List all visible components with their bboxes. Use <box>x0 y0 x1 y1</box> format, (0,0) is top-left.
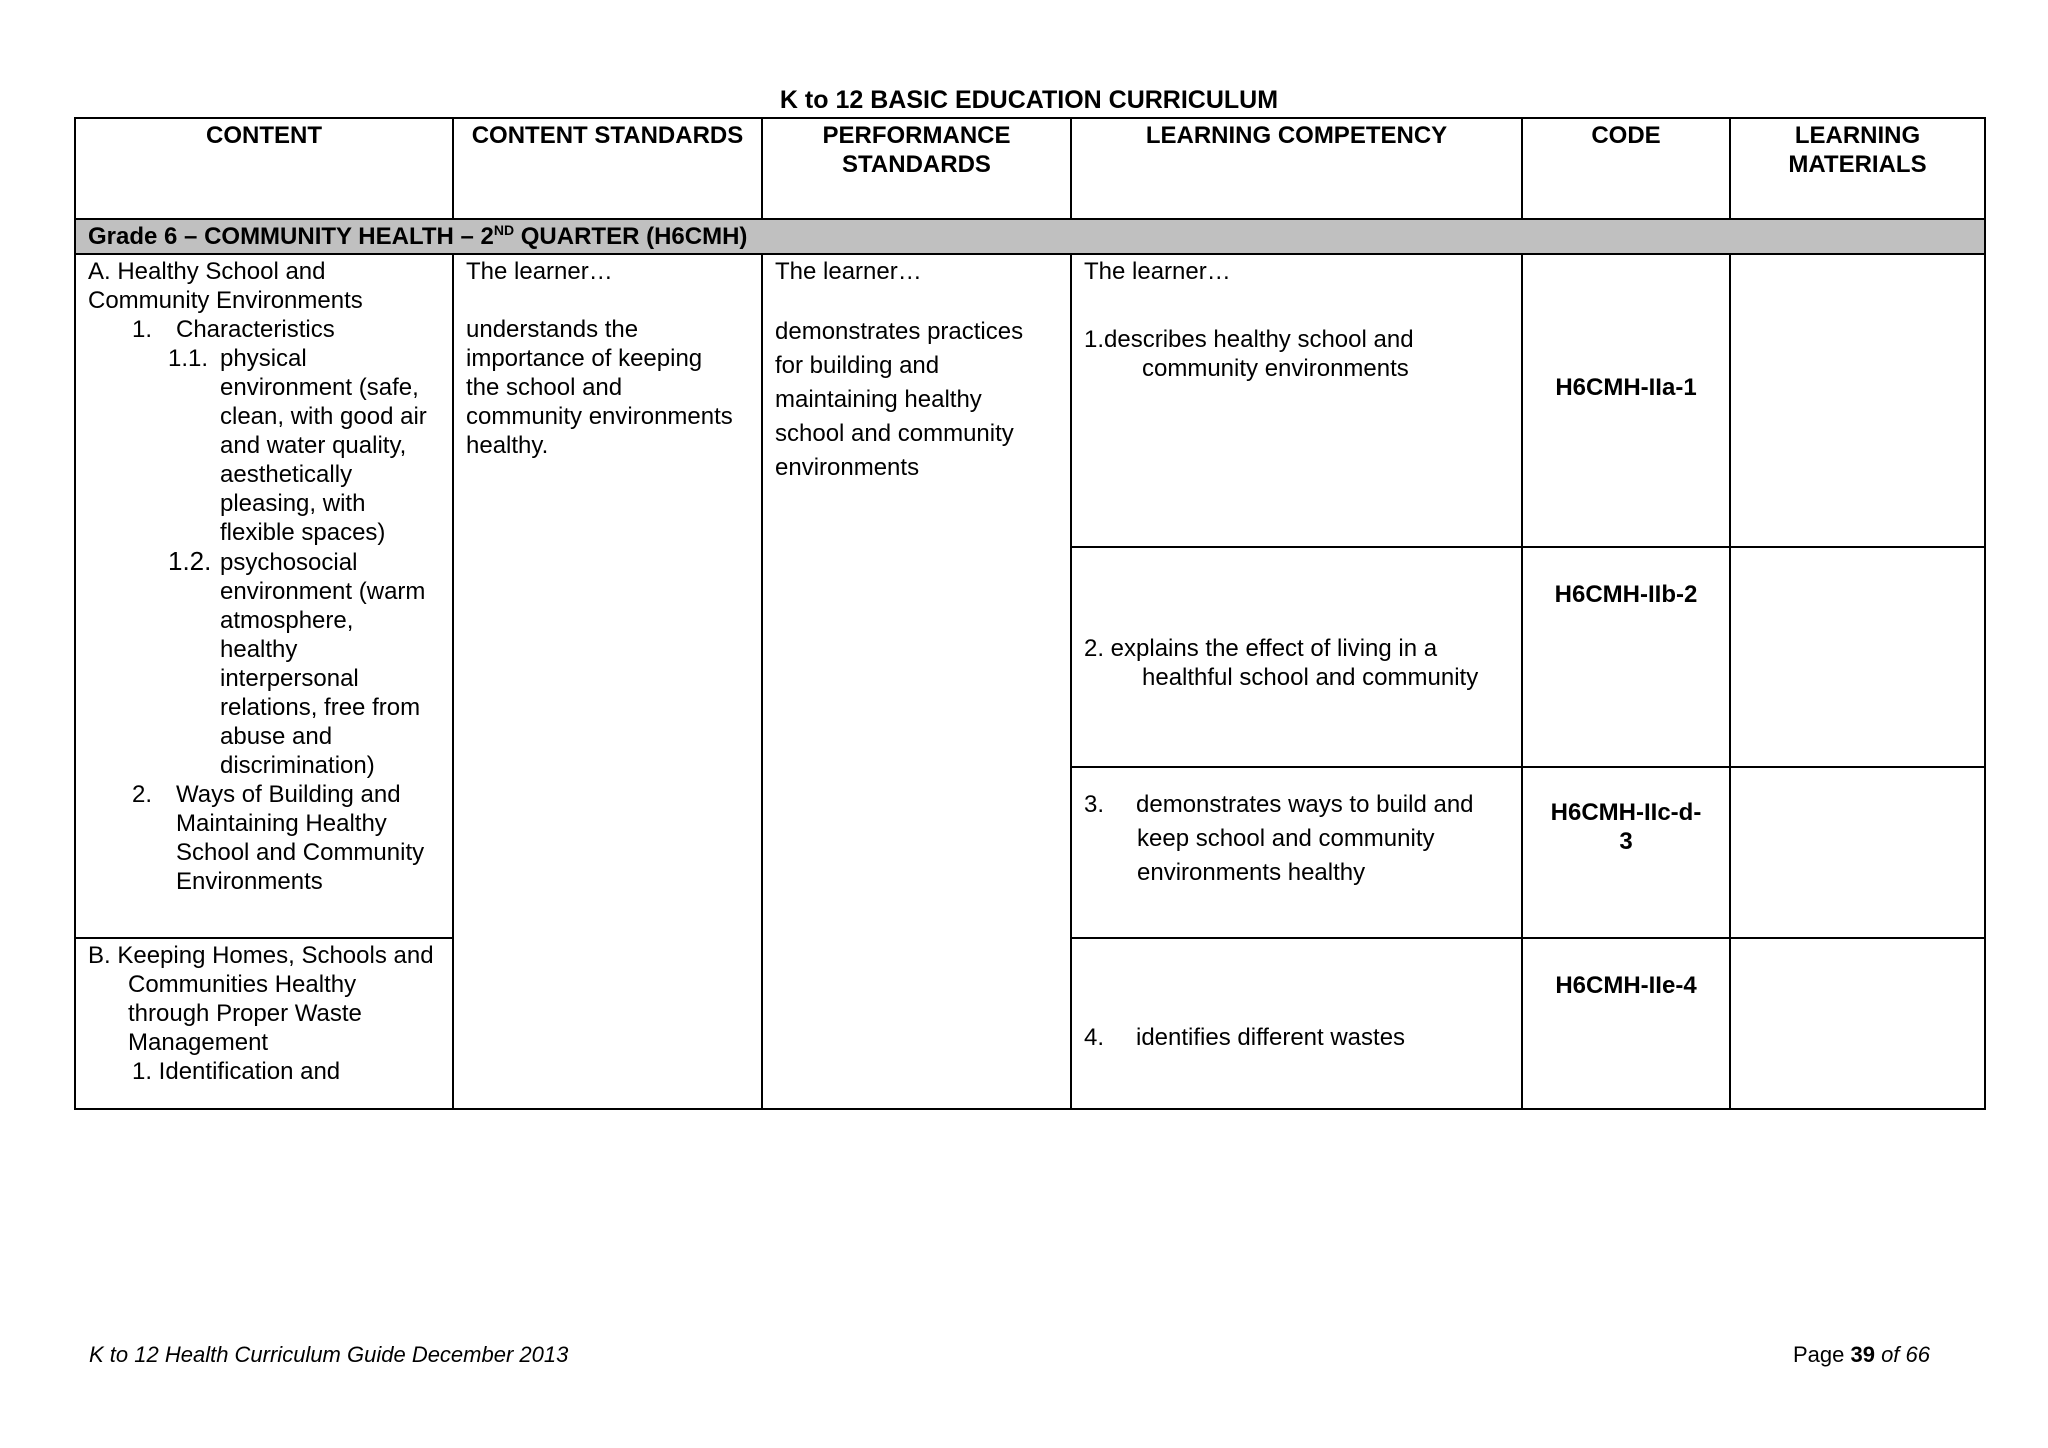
grade-banner-sup: ND <box>493 222 515 238</box>
competency-line: community environments <box>1142 355 1409 382</box>
sub-number: 1.1. <box>168 345 209 372</box>
content-item-line: Environments <box>176 868 323 895</box>
header-row <box>75 118 1985 219</box>
header-performance-line: STANDARDS <box>842 151 991 178</box>
content-sub-1 <box>88 344 440 373</box>
header-content: CONTENT <box>75 118 453 219</box>
header-performance-line: PERFORMANCE <box>822 122 1011 149</box>
standard-line: the school and <box>466 374 623 401</box>
code-cell-3 <box>1522 767 1730 938</box>
competency-line <box>1084 788 1509 822</box>
competency-number: 4. <box>1084 1024 1105 1051</box>
header-code: CODE <box>1522 118 1730 219</box>
competency-line: 2. explains the effect of living in a <box>1084 635 1438 662</box>
code-value: H6CMH-IIe-4 <box>1555 972 1697 999</box>
content-line: Management <box>128 1029 269 1056</box>
page-total: of 66 <box>1881 1342 1930 1367</box>
spacer <box>1084 286 1509 315</box>
spacer <box>466 286 749 315</box>
grade-quarter-banner <box>75 219 1985 254</box>
content-line: Community Environments <box>88 287 363 314</box>
competency-line: 1.describes healthy school and <box>1084 326 1414 353</box>
table-row <box>75 254 1985 547</box>
grade-bar-row <box>75 219 1985 254</box>
competency-text: demonstrates ways to build and <box>1136 791 1474 818</box>
content-sub-line: environment (warm <box>220 578 426 605</box>
grade-banner-text-end: QUARTER (H6CMH) <box>514 223 748 250</box>
content-sub-line: abuse and <box>220 723 333 750</box>
code-value: 3 <box>1619 828 1633 855</box>
header-learning-materials <box>1730 118 1985 219</box>
content-sub-2 <box>88 547 440 577</box>
competency-line: healthful school and community <box>1142 664 1479 691</box>
footer-guide-title: K to 12 Health Curriculum Guide December 2013 <box>89 1342 569 1367</box>
performance-line: maintaining healthy <box>775 386 982 413</box>
content-cell-a <box>75 254 453 938</box>
standard-line: community environments <box>466 403 733 430</box>
code-value: H6CMH-IIb-2 <box>1554 581 1698 608</box>
learner-intro: The learner… <box>466 258 613 285</box>
content-item-2 <box>88 780 440 809</box>
page-label: Page <box>1792 1342 1845 1367</box>
content-cell-b <box>75 938 453 1109</box>
sub-line: psychosocial <box>220 549 358 576</box>
content-item-line: School and Community <box>176 839 425 866</box>
footer-page-number <box>1793 1342 1930 1368</box>
competency-line: keep school and community <box>1137 825 1435 852</box>
content-sub-line: and water quality, <box>220 432 407 459</box>
code-cell-1 <box>1522 254 1730 547</box>
competency-line <box>1084 1023 1509 1052</box>
content-sub-line: relations, free from <box>220 694 421 721</box>
header-materials-line: LEARNING <box>1794 122 1921 149</box>
content-sub-line: environment (safe, <box>220 374 419 401</box>
learner-intro: The learner… <box>775 258 922 285</box>
curriculum-table <box>74 117 1986 1110</box>
competency-cell-3 <box>1071 767 1522 938</box>
item-number: 1. <box>132 316 153 343</box>
content-line: 1. Identification and <box>132 1058 341 1085</box>
content-sub-line: pleasing, with <box>220 490 366 517</box>
content-sub-line: flexible spaces) <box>220 519 386 546</box>
standard-line: importance of keeping <box>466 345 703 372</box>
performance-line: environments <box>775 454 920 481</box>
content-item-1 <box>88 315 440 344</box>
performance-standards-cell <box>762 254 1071 1109</box>
code-value: H6CMH-IIc-d- <box>1550 799 1702 826</box>
code-cell-4 <box>1522 938 1730 1109</box>
standard-line: understands the <box>466 316 639 343</box>
code-cell-2 <box>1522 547 1730 767</box>
standard-line: healthy. <box>466 432 549 459</box>
grade-banner-text: Grade 6 – COMMUNITY HEALTH – 2 <box>88 223 494 250</box>
sub-line: physical <box>220 345 307 372</box>
item-number: 2. <box>132 781 153 808</box>
competency-cell-4 <box>1071 938 1522 1109</box>
materials-cell-4 <box>1730 938 1985 1109</box>
performance-line: for building and <box>775 352 940 379</box>
sub-number: 1.2. <box>168 546 212 576</box>
content-item-line: Maintaining Healthy <box>176 810 387 837</box>
content-line: Communities Healthy <box>128 971 357 998</box>
content-sub-line: atmosphere, <box>220 607 354 634</box>
header-learning-competency: LEARNING COMPETENCY <box>1071 118 1522 219</box>
header-performance-standards <box>762 118 1071 219</box>
content-sub-line: discrimination) <box>220 752 375 779</box>
page-current: 39 <box>1850 1342 1875 1367</box>
competency-number: 3. <box>1084 791 1105 818</box>
materials-cell-3 <box>1730 767 1985 938</box>
content-line: A. Healthy School and <box>88 258 326 285</box>
competency-text: identifies different wastes <box>1136 1024 1406 1051</box>
learner-intro: The learner… <box>1084 258 1231 285</box>
content-standards-cell <box>453 254 762 1109</box>
header-materials-line: MATERIALS <box>1788 151 1927 178</box>
performance-line: school and community <box>775 420 1014 447</box>
code-value: H6CMH-IIa-1 <box>1555 374 1697 401</box>
content-sub-line: interpersonal <box>220 665 359 692</box>
materials-cell-2 <box>1730 547 1985 767</box>
item-label: Characteristics <box>176 316 335 343</box>
competency-line: environments healthy <box>1137 859 1366 886</box>
content-sub-line: clean, with good air <box>220 403 427 430</box>
performance-line: demonstrates practices <box>775 318 1024 345</box>
content-sub-line: healthy <box>220 636 298 663</box>
item-label: Ways of Building and <box>176 781 401 808</box>
competency-cell-2 <box>1071 547 1522 767</box>
content-sub-line: aesthetically <box>220 461 353 488</box>
spacer <box>775 286 1058 315</box>
competency-cell-1 <box>1071 254 1522 547</box>
content-line: B. Keeping Homes, Schools and <box>88 942 434 969</box>
materials-cell-1 <box>1730 254 1985 547</box>
content-line: through Proper Waste <box>128 1000 362 1027</box>
document-title: K to 12 BASIC EDUCATION CURRICULUM <box>779 86 1279 114</box>
header-content-standards: CONTENT STANDARDS <box>453 118 762 219</box>
